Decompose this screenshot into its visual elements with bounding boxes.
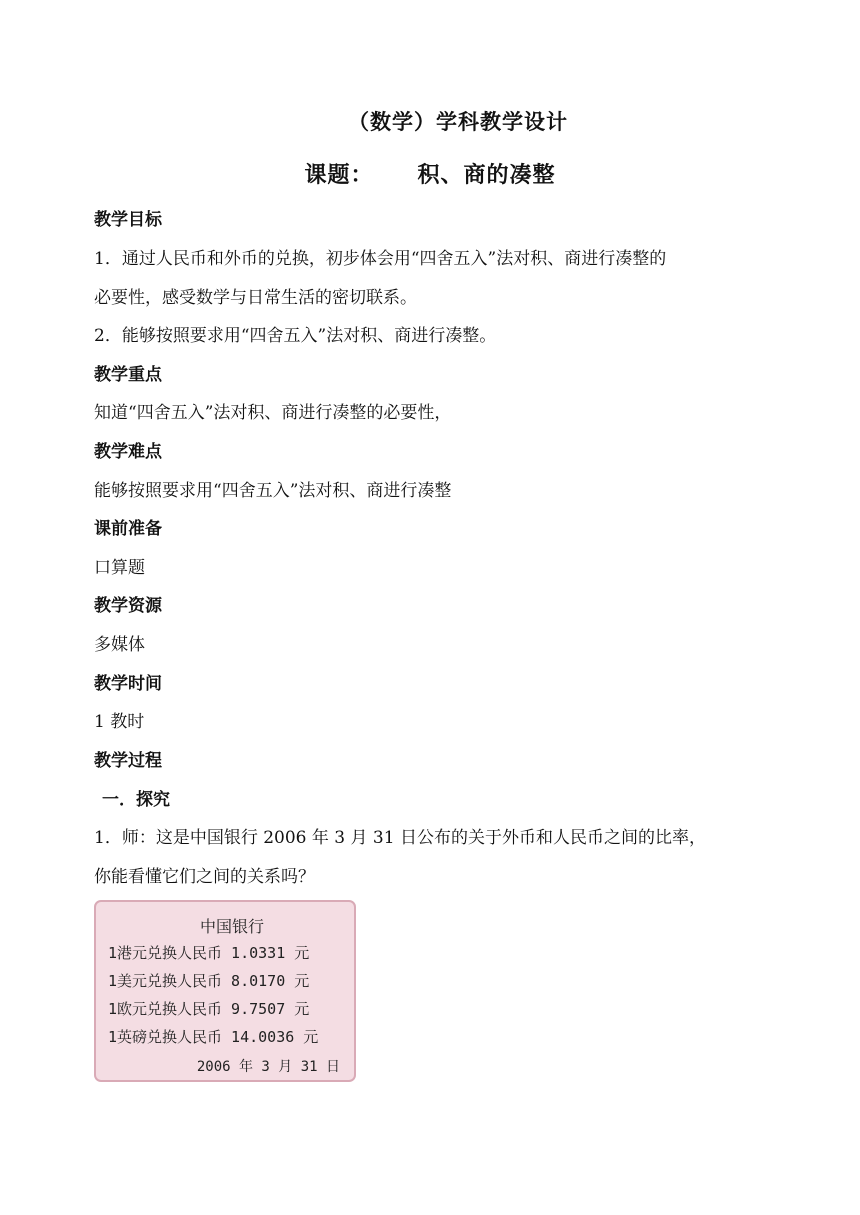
- part-1-heading: 一．探究: [102, 790, 170, 810]
- rate-card-title: 中国银行: [199, 917, 264, 936]
- key-points-heading: 教学重点: [94, 365, 162, 385]
- rate-card-date: 2006 年 3 月 31 日: [196, 1059, 340, 1075]
- goal-2: 2．能够按照要求用“四舍五入”法对积、商进行凑整。: [94, 326, 497, 346]
- goals-heading: 教学目标: [94, 210, 162, 230]
- step-1-line-1: 1．师：这是中国银行 2006 年 3 月 31 日公布的关于外币和人民币之间的比率，: [94, 828, 706, 848]
- resources-text: 多媒体: [94, 635, 145, 655]
- goal-1-line-1: 1．通过人民币和外币的兑换，初步体会用“四舍五入”法对积、商进行凑整的: [94, 249, 667, 269]
- time-text: 1 教时: [94, 712, 145, 732]
- goal-1-line-2: 必要性，感受数学与日常生活的密切联系。: [94, 288, 417, 308]
- lesson-topic: [0, 158, 860, 189]
- rate-row-usd: 1美元兑换人民币 8.0170 元: [108, 972, 310, 990]
- preparation-heading: 课前准备: [94, 519, 162, 539]
- topic-label: 课题：: [304, 163, 374, 188]
- rate-row-gbp: 1英磅兑换人民币 14.0036 元: [108, 1028, 319, 1046]
- step-1-line-2: 你能看懂它们之间的关系吗？: [94, 867, 315, 887]
- difficulties-text: 能够按照要求用“四舍五入”法对积、商进行凑整: [94, 481, 452, 501]
- time-heading: 教学时间: [94, 674, 162, 694]
- resources-heading: 教学资源: [94, 596, 162, 616]
- process-heading: 教学过程: [94, 751, 162, 771]
- rate-row-eur: 1欧元兑换人民币 9.7507 元: [108, 1000, 310, 1018]
- rate-row-hkd: 1港元兑换人民币 1.0331 元: [108, 944, 310, 962]
- preparation-text: 口算题: [94, 558, 145, 578]
- key-points-text: 知道“四舍五入”法对积、商进行凑整的必要性，: [94, 403, 452, 423]
- document-title: （数学）学科教学设计: [348, 110, 568, 134]
- topic-text: 积、商的凑整: [417, 163, 556, 188]
- difficulties-heading: 教学难点: [94, 442, 162, 462]
- exchange-rate-card: [94, 900, 356, 1082]
